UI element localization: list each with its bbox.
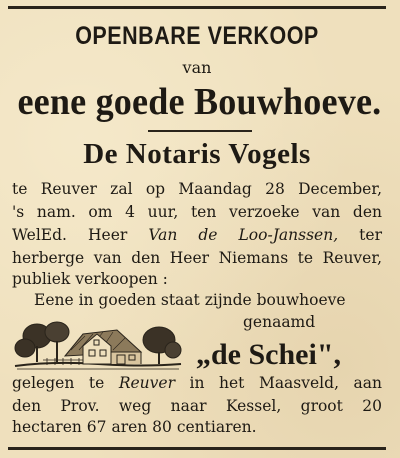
- body-line-3-pre: WelEd. Heer: [12, 226, 149, 244]
- section-divider: [148, 130, 252, 132]
- subject-bouwhoeve: eene goede Bouwhoeve.: [17, 81, 382, 123]
- body-line-4-text: herberge van den Heer Niemans te Reuver,: [12, 249, 382, 267]
- farmhouse-engraving-icon: [13, 312, 183, 372]
- location-line-3-text: hectaren 67 aren 80 centiaren.: [12, 418, 257, 436]
- body-line-5: [12, 270, 382, 288]
- body-line-2: [12, 203, 382, 221]
- genaamd-label: genaamd: [243, 313, 316, 331]
- location-line-1-post: in het Maasveld, aan: [174, 374, 383, 392]
- body-line-3: [12, 226, 382, 244]
- bottom-border-rule: [8, 447, 386, 450]
- location-line-2: [12, 397, 382, 415]
- location-line-3: [12, 418, 382, 436]
- location-line-1: [12, 374, 382, 392]
- body-line-1-text: te Reuver zal op Maandag 28 December,: [12, 180, 382, 198]
- top-border-rule: [8, 6, 386, 9]
- body-line-2-text: 's nam. om 4 uur, ten verzoeke van den: [12, 203, 382, 221]
- body-line-3-post: ter: [338, 226, 382, 244]
- sale-intro: Eene in goeden staat zijnde bouwhoeve: [34, 291, 346, 309]
- heading-openbare-verkoop: OPENBARE VERKOOP: [75, 22, 319, 50]
- body-line-1: [12, 180, 382, 198]
- client-name: Van de Loo-Janssen,: [148, 226, 339, 244]
- farm-name: „de Schei",: [196, 338, 341, 371]
- body-line-4: [12, 249, 382, 267]
- location-line-2-text: den Prov. weg naar Kessel, groot 20: [12, 397, 382, 415]
- van-line: van: [182, 58, 212, 77]
- body-line-5-text: publiek verkoopen :: [12, 270, 168, 288]
- place-name: Reuver: [118, 374, 175, 392]
- notary-name: De Notaris Vogels: [83, 138, 311, 170]
- location-line-1-pre: gelegen te: [12, 374, 119, 392]
